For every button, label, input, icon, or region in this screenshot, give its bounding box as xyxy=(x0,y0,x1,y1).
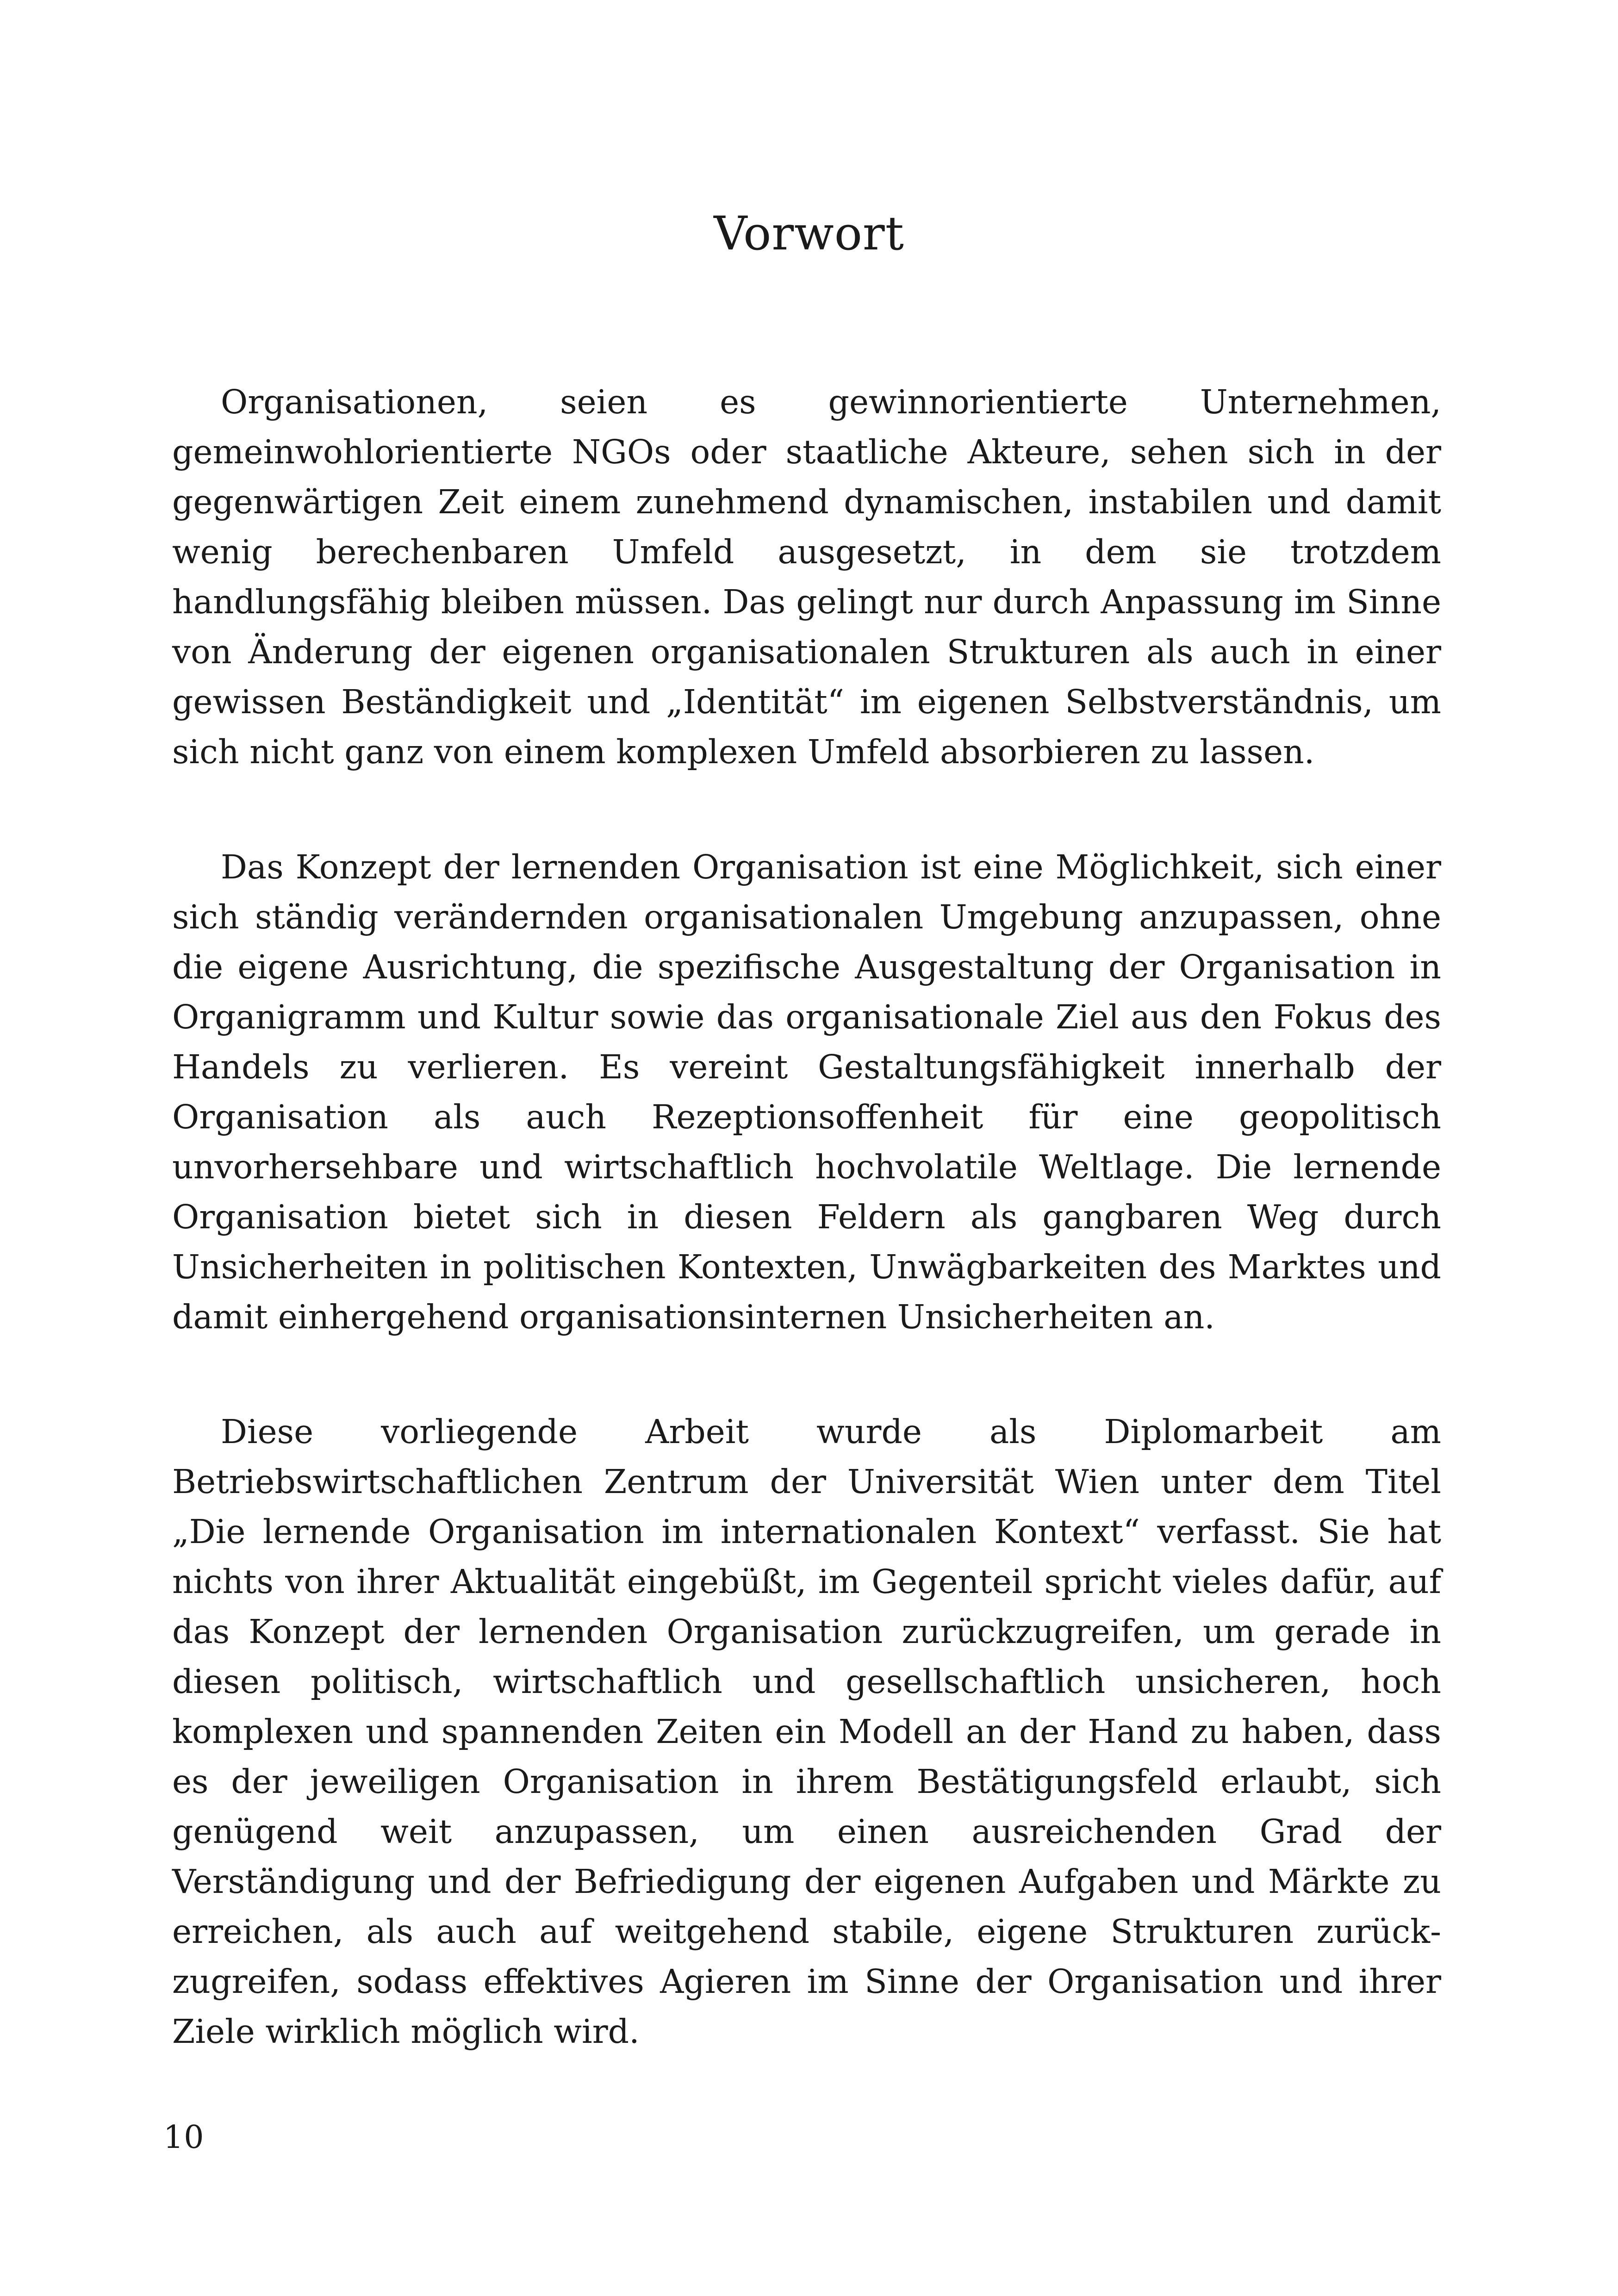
paragraph-1: Organisationen, seien es gewinnorientierte Unternehmen, gemeinwohlorientierte NGOs oder staatliche Akteure, sehen sich in der gegenwärtigen Zeit einem zunehmend dynamischen, instabilen und damit wenig berechenbaren Umfeld ausgesetzt, in dem sie trotzdem handlungsfähig bleiben müssen. Das gelingt nur durch Anpassung im Sinne von Änderung der eigenen organisationalen Strukturen als auch in einer gewissen Beständigkeit und „Identität“ im eigenen Selbstverständnis, um sich nicht ganz von einem komplexen Umfeld absorbieren zu lassen. xyxy=(172,383,1441,771)
paragraph-2: Das Konzept der lernenden Organisation ist eine Möglichkeit, sich einer sich ständig verändernden organisationalen Umgebung anzupassen, ohne die eigene Ausrichtung, die spezifische Ausgestaltung der Organisation in Organigramm und Kultur sowie das organisationale Ziel aus den Fokus des Handels zu verlieren. Es vereint Gestaltungsfähigkeit innerhalb der Organisation als auch Rezeptionsoffenheit für eine geopolitisch unvorhersehbare und wirtschaftlich hochvolatile Weltlage. Die lernende Organisation bietet sich in diesen Feldern als gangbaren Weg durch Unsicherheiten in politischen Kontexten, Unwägbarkeiten des Marktes und damit einhergehend organisationsinternen Unsicherheiten an. xyxy=(172,848,1441,1336)
paragraph-3: Diese vorliegende Arbeit wurde als Diplomarbeit am Betriebswirtschaftlichen Zentrum der Universität Wien unter dem Titel „Die lernende Organisation im internationalen Kontext“ verfasst. Sie hat nichts von ihrer Aktualität eingebüßt, im Gegenteil spricht vieles dafür, auf das Konzept der lernenden Organisation zurückzugreifen, um gerade in diesen politisch, wirtschaftlich und gesellschaftlich unsicheren, hoch komplexen und spannenden Zeiten ein Modell an der Hand zu haben, dass es der jeweiligen Organisation in ihrem Bestätigungsfeld erlaubt, sich genügend weit anzupassen, um einen ausreichenden Grad der Verständigung und der Befriedigung der eigenen Aufgaben und Märkte zu erreichen, als auch auf weitgehend stabile, eigene Strukturen zurückzugreifen, sodass effektives Agieren im Sinne der Organisation und ihrer Ziele wirklich möglich wird. xyxy=(172,1412,1441,2051)
page-number: 10 xyxy=(163,2119,205,2156)
chapter-title: Vorwort xyxy=(714,206,904,261)
